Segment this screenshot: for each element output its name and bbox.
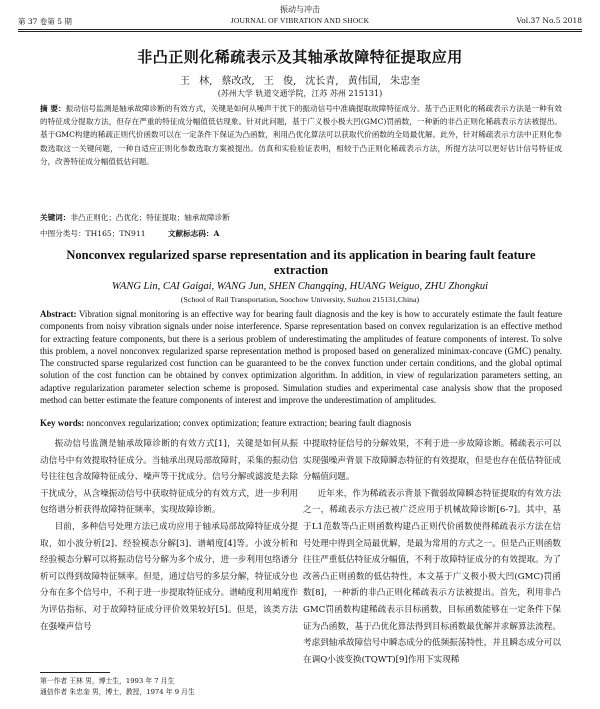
volume-issue-cn: 第 37 卷第 5 期 xyxy=(18,17,72,26)
keywords-cn-label: 关键词： xyxy=(40,213,71,222)
authors-cn: 王 林, 蔡改改, 王 俊, 沈长青, 黄伟国, 朱忠奎 xyxy=(179,76,421,87)
body-paragraph: 振动信号监测是轴承故障诊断的有效方式[1]，关键是如何从振动信号中有效提取特征成分。当轴承出现局部故障时，采集的振动信号往往包含故障特征成分、噪声等干扰成分。信号分解或滤波是去除干扰成分，从含噪振动信号中获取特征成分的有效方式，进一步利用包络谱分析获得故障特征频率，实现故障诊断。 xyxy=(40,439,298,516)
paper-title-en: Nonconvex regularized sparse representation and its application in bearing fault feature extraction xyxy=(66,248,536,277)
footnote-corresponding-author: 通信作者 朱忠奎 男，博士，教授，1974 年 9 月生 xyxy=(40,688,195,696)
classification-cn xyxy=(40,228,562,239)
header-rule-thin xyxy=(18,31,582,32)
clc-number: 中图分类号：TH165；TN911 xyxy=(40,229,146,238)
footnote-first-author: 第一作者 王林 男，博士生，1993 年 7 月生 xyxy=(40,677,175,685)
running-header xyxy=(0,14,600,28)
abstract-cn xyxy=(40,102,562,168)
body-column-left xyxy=(40,436,298,635)
journal-name-en: JOURNAL OF VIBRATION AND SHOCK xyxy=(230,16,370,25)
authors-en: WANG Lin, CAI Gaigai, WANG Jun, SHEN Changqing, HUANG Weiguo, ZHU Zhongkui xyxy=(111,281,489,292)
body-paragraph: 中提取特征信号的分解效果，不利于进一步故障诊断。稀疏表示可以实现强噪声背景下故障瞬态特征的有效提取，但是也存在低估特征成分幅值问题。 xyxy=(303,439,561,483)
affiliation-cn: (苏州大学 轨道交通学院，江苏 苏州 215131) xyxy=(217,89,383,98)
footnotes xyxy=(40,676,298,698)
body-paragraph: 目前，多种信号处理方法已成功应用于轴承局部故障特征成分提取，如小波分析[2]、经验模态分解[3]、谱峭度[4]等。小波分析和经验模态分解可以将振动信号分解为多个成分，进一步利用包络谱分析可以得到故障特征频率。但是，通过信号的多层分解，特征成分也分布在多个信号中，不利于进一步提取特征成分。谱峭度利用峭度作为评估指标，对于故障特征成分评价效果较好[5]。但是，该类方法在强噪声信号 xyxy=(40,521,298,632)
body-paragraph: 近年来，作为稀疏表示背景下微弱故障瞬态特征提取的有效方法之一，稀疏表示方法已被广泛应用于机械故障诊断[6-7]。其中，基于L1范数等凸正则函数构建凸正则代价函数使得稀疏表示方法在信号处理中得到全局最优解，是最为常用的方式之一。但是凸正则函数往往严重低估特征成分幅值，不利于故障特征成分的有效提取。为了改善凸正则函数的低估特性，本文基于广义极小极大凹(GMC)罚函数[8]，一种新的非凸正则化稀疏表示方法被提出。首先，利用非凸GMC罚函数构建稀疏表示目标函数，目标函数能够在一定条件下保证为凸函数，基于凸优化算法得到目标函数最优解并求解算法流程。考虑到轴承故障信号中瞬态成分的低频振荡特性，并且瞬态成分可以在调Q小波变换(TQWT)[9]作用下实现稀 xyxy=(303,488,561,665)
affiliation-en: (School of Rail Transportation, Soochow University, Suzhou 215131,China) xyxy=(180,295,420,304)
keywords-en xyxy=(40,418,562,428)
keywords-cn xyxy=(40,212,562,223)
abstract-cn-text: 振动信号监测是轴承故障诊断的有效方式，关键是如何从噪声干扰下的振动信号中准确提取故障特征成分。基于凸正则化的稀疏表示方法是一种有效的特征成分提取方法，但存在严重的特征成分幅值低估现象。针对此问题，基于广义极小极大凹(GMC)罚函数，一种新的非凸正则化稀疏表示方法被提出。基于GMC构建的稀疏正则代价函数可以在一定条件下保证为凸函数，利用凸优化算法可以获取代价函数的全局最优解。此外，针对稀疏表示方法中正则化参数选取这一关键问题，一种自适应正则化参数选取方案被提出。仿真和实验验证表明，相较于凸正则化稀疏表示方法，所提方法可以更好估计信号特征成分，改善特征成分幅值低估问题。 xyxy=(40,104,562,166)
keywords-en-text: nonconvex regularization; convex optimization; feature extraction; bearing fault diagnosis xyxy=(86,418,412,428)
footnote-rule xyxy=(40,672,110,673)
abstract-cn-label: 摘 要： xyxy=(40,104,66,113)
journal-name-cn: 振动与冲击 xyxy=(280,5,320,14)
abstract-en-text: Vibration signal monitoring is an effective way for bearing fault diagnosis and the key is how to accurately estimate the fault feature components from noisy vibration signals under noise interference. Sparse representation based on convex regularization is an effective method for extracting feature components, but there is a serious problem of underestimating the amplitudes of feature components of interest. To solve this problem, a novel nonconvex regularized sparse representation method is proposed based on generalized minimax-concave (GMC) penalty. The constructed sparse regularized cost function can be guaranteed to be the convex function under certain conditions, and the global optimal solution of the cost function can be obtained by convex optimization algorithm. In addition, in view of regularization parameters setting, an adaptive regularization parameter selection scheme is proposed. Simulation studies and experimental case analysis show that the proposed method can better estimate the feature components of interest and improve the underestimation of amplitudes. xyxy=(40,309,563,406)
abstract-en xyxy=(40,308,562,406)
document-code: 文献标志码：A xyxy=(167,229,220,238)
volume-issue-en: Vol.37 No.5 2018 xyxy=(516,16,582,25)
keywords-cn-text: 非凸正则化；凸优化；特征提取；轴承故障诊断 xyxy=(70,213,230,222)
keywords-en-label: Key words: xyxy=(40,418,85,428)
abstract-en-label: Abstract: xyxy=(40,309,77,319)
paper-title-cn: 非凸正则化稀疏表示及其轴承故障特征提取应用 xyxy=(137,48,463,66)
body-column-right xyxy=(303,436,561,668)
header-rule xyxy=(18,29,582,30)
